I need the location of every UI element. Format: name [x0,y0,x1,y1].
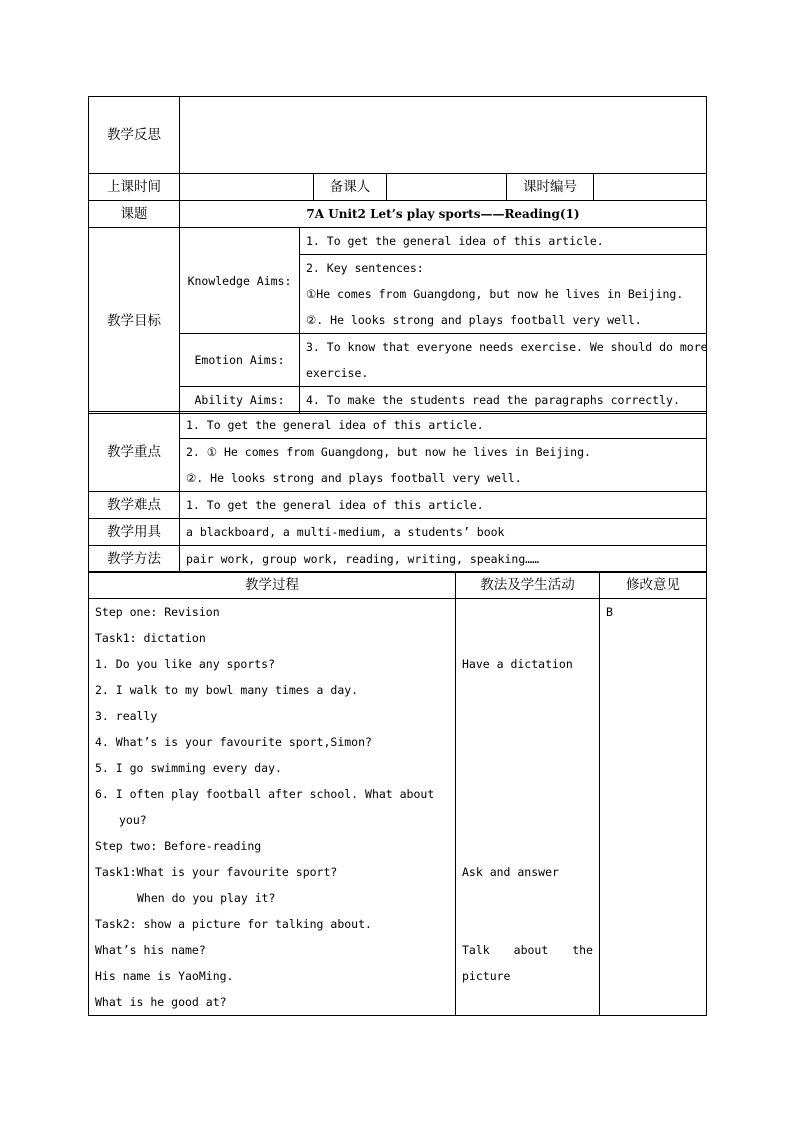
activity-line: Talk about the [462,943,593,957]
teaching-process-table [88,571,707,1016]
key-point-1: 1. To get the general idea of this article. [180,412,707,439]
step-line: 3. really [95,709,158,723]
step-line: 2. I walk to my bowl many times a day. [95,683,359,697]
step-line: Task1: dictation [95,631,206,645]
difficulties-label: 教学难点 [89,492,180,519]
revision-column-header: 修改意见 [600,572,707,599]
process-steps [89,599,456,1016]
aims-label: 教学目标 [89,228,180,414]
teaching-aids-label: 教学用具 [89,519,180,546]
step-line: His name is YaoMing. [95,969,234,983]
topic-value: 7A Unit2 Let’s play sports——Reading(1) [180,201,707,228]
revision-notes [600,599,707,1016]
emotion-aim: 3. To know that everyone needs exercise. We should do more exercise. [300,334,707,387]
step-line: 6. I often play football after school. What about [95,787,435,801]
teaching-methods-label: 教学方法 [89,546,180,573]
revision-note: B [606,605,613,619]
reflection-value [180,97,707,174]
process-column-header: 教学过程 [89,572,456,599]
lesson-plan-header-table [88,96,707,228]
key-point-2: 2. ① He comes from Guangdong, but now he lives in Beijing. ②. He looks strong and plays football very well. [180,439,707,492]
preparer-value [387,174,507,201]
activities-column-header: 教法及学生活动 [456,572,600,599]
preparer-label: 备课人 [314,174,387,201]
class-time-label: 上课时间 [89,174,180,201]
teaching-details-table [88,411,707,573]
student-activities [456,599,600,1016]
lesson-number-label: 课时编号 [507,174,594,201]
class-time-value [180,174,314,201]
activity-line: picture [462,969,511,983]
step-line: Step two: Before-reading [95,839,262,853]
key-points-label: 教学重点 [89,412,180,492]
step-line: What’s his name? [95,943,206,957]
step-line: 4. What’s is your favourite sport,Simon? [95,735,372,749]
step-line: you? [119,813,147,827]
knowledge-aims-label: Knowledge Aims: [180,228,300,334]
emotion-aims-label: Emotion Aims: [180,334,300,387]
step-line: Step one: Revision [95,605,220,619]
aims-table [88,227,707,414]
step-line: What is he good at? [95,995,227,1009]
teaching-aids-value: a blackboard, a multi-medium, a students’ book [180,519,707,546]
step-line: 5. I go swimming every day. [95,761,282,775]
activity-line: Have a dictation [462,657,573,671]
step-line: Task1:What is your favourite sport? [95,865,338,879]
ability-aim: 4. To make the students read the paragraphs correctly. [300,387,707,414]
topic-label: 课题 [89,201,180,228]
step-line: When do you play it? [137,891,276,905]
knowledge-aim-1: 1. To get the general idea of this article. [300,228,707,255]
step-line: 1. Do you like any sports? [95,657,276,671]
ability-aims-label: Ability Aims: [180,387,300,414]
reflection-label: 教学反思 [89,97,180,174]
teaching-methods-value: pair work, group work, reading, writing, speaking…… [180,546,707,573]
activity-line: Ask and answer [462,865,559,879]
step-line: Task2: show a picture for talking about. [95,917,372,931]
difficulties-value: 1. To get the general idea of this article. [180,492,707,519]
knowledge-aim-2: 2. Key sentences: ①He comes from Guangdong, but now he lives in Beijing. ②. He looks strong and plays football very well. [300,255,707,334]
lesson-number-value [594,174,707,201]
